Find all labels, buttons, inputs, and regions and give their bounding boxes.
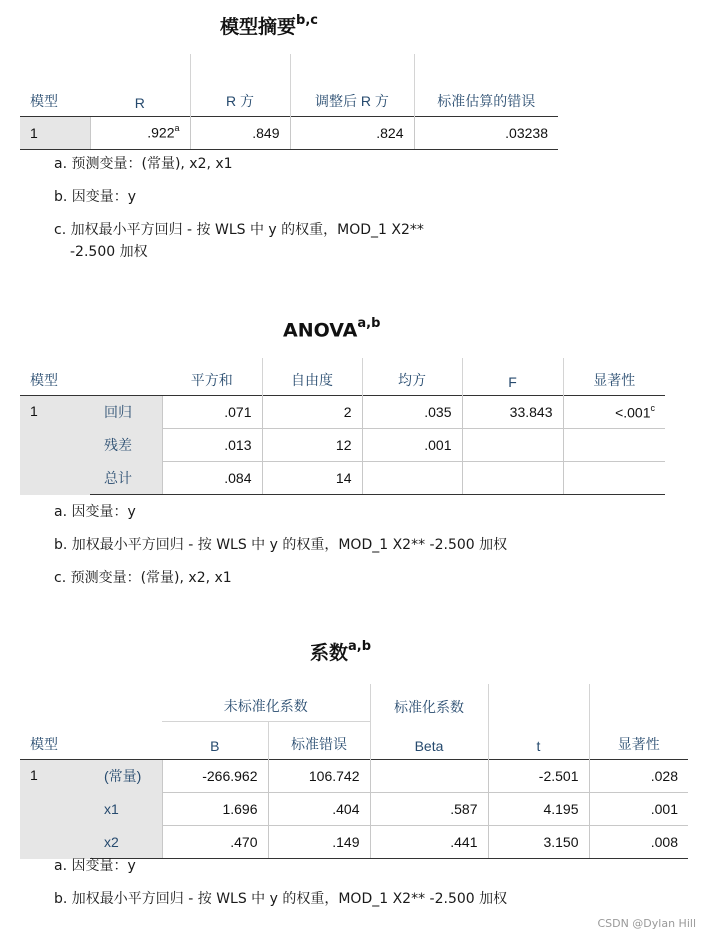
row-label-constant: (常量): [90, 760, 162, 793]
value-f-regression: 33.843: [462, 396, 563, 429]
model-summary-note-c: c. 加权最小平方回归 - 按 WLS 中 y 的权重，MOD_1 X2**: [54, 222, 424, 238]
header-model: 模型: [30, 736, 58, 752]
value-b-constant: -266.962: [162, 760, 268, 793]
value-df-regression: 2: [262, 396, 362, 429]
header-sum-of-squares: 平方和: [190, 372, 233, 388]
value-ms-total: [362, 462, 462, 495]
value-f-residual: [462, 429, 563, 462]
header-mean-square: 均方: [362, 358, 462, 396]
coefficients-note-b: b. 加权最小平方回归 - 按 WLS 中 y 的权重，MOD_1 X2** -2.500 加权: [54, 891, 508, 907]
row-label-residual: 残差: [90, 429, 162, 462]
value-se-constant: 106.742: [268, 760, 370, 793]
model-label: 1: [20, 760, 90, 859]
header-significance: 显著性: [589, 722, 688, 760]
value-t-x2: 3.150: [488, 826, 589, 859]
value-adjusted-r-square: .824: [290, 116, 414, 149]
header-t: t: [488, 722, 589, 760]
value-df-total: 14: [262, 462, 362, 495]
value-b-x1: 1.696: [162, 793, 268, 826]
value-sig-x1: .001: [589, 793, 688, 826]
value-t-constant: -2.501: [488, 760, 589, 793]
model-summary-table: [20, 54, 558, 150]
value-sig-regression: <.001$^c$: [563, 396, 665, 429]
value-sig-constant: .028: [589, 760, 688, 793]
model-summary-note-a: a. 预测变量：(常量), x2, x1: [54, 156, 233, 172]
row-label-x1: x1: [90, 793, 162, 826]
value-t-x1: 4.195: [488, 793, 589, 826]
header-unstandardized-coefficients: 未标准化系数: [223, 698, 308, 714]
value-ss-residual: .013: [162, 429, 262, 462]
row-label-total: 总计: [90, 462, 162, 495]
header-beta: Beta: [370, 722, 488, 760]
watermark: CSDN @Dylan Hill: [597, 917, 696, 930]
value-std-error: .03238: [414, 116, 558, 149]
value-beta-constant: [370, 760, 488, 793]
model-summary-note-b: b. 因变量：y: [54, 189, 137, 205]
model-summary-title: 模型摘要$^{b,c}$: [220, 12, 318, 38]
value-sig-residual: [563, 429, 665, 462]
value-ss-total: .084: [162, 462, 262, 495]
header-f: F: [462, 358, 563, 396]
value-ss-regression: .071: [162, 396, 262, 429]
value-beta-x2: .441: [370, 826, 488, 859]
value-beta-x1: .587: [370, 793, 488, 826]
anova-note-c: c. 预测变量：(常量), x2, x1: [54, 570, 232, 586]
header-model: 模型: [30, 372, 58, 388]
value-se-x2: .149: [268, 826, 370, 859]
coefficients-note-a: a. 因变量：y: [54, 858, 136, 874]
header-significance: 显著性: [563, 358, 665, 396]
value-r: .922$^a$: [90, 116, 190, 149]
anova-title: ANOVA$^{a,b}$: [283, 316, 381, 342]
row-label-regression: 回归: [90, 396, 162, 429]
value-df-residual: 12: [262, 429, 362, 462]
row-label-x2: x2: [90, 826, 162, 859]
header-r: R: [134, 94, 145, 111]
anova-note-b: b. 加权最小平方回归 - 按 WLS 中 y 的权重，MOD_1 X2** -2.500 加权: [54, 537, 508, 553]
anova-note-a: a. 因变量：y: [54, 504, 136, 520]
coefficients-title: 系数$^{a,b}$: [310, 638, 372, 664]
header-r-square: R 方: [190, 54, 290, 116]
model-label: 1: [20, 396, 90, 495]
value-ms-residual: .001: [362, 429, 462, 462]
anova-table: [20, 358, 665, 495]
value-f-total: [462, 462, 563, 495]
header-std-error: 标准估算的错误: [414, 54, 558, 116]
value-sig-total: [563, 462, 665, 495]
model-summary-note-c-cont: -2.500 加权: [70, 244, 148, 260]
header-model: 模型: [30, 92, 58, 109]
value-r-square: .849: [190, 116, 290, 149]
header-b: B: [162, 722, 268, 760]
value-se-x1: .404: [268, 793, 370, 826]
header-adjusted-r-square: 调整后 R 方: [290, 54, 414, 116]
value-b-x2: .470: [162, 826, 268, 859]
model-label: 1: [20, 116, 90, 149]
header-standardized-coefficients: 标准化系数: [370, 684, 488, 722]
coefficients-table: [20, 684, 688, 859]
value-sig-x2: .008: [589, 826, 688, 859]
value-ms-regression: .035: [362, 396, 462, 429]
header-std-error: 标准错误: [268, 722, 370, 760]
header-df: 自由度: [262, 358, 362, 396]
